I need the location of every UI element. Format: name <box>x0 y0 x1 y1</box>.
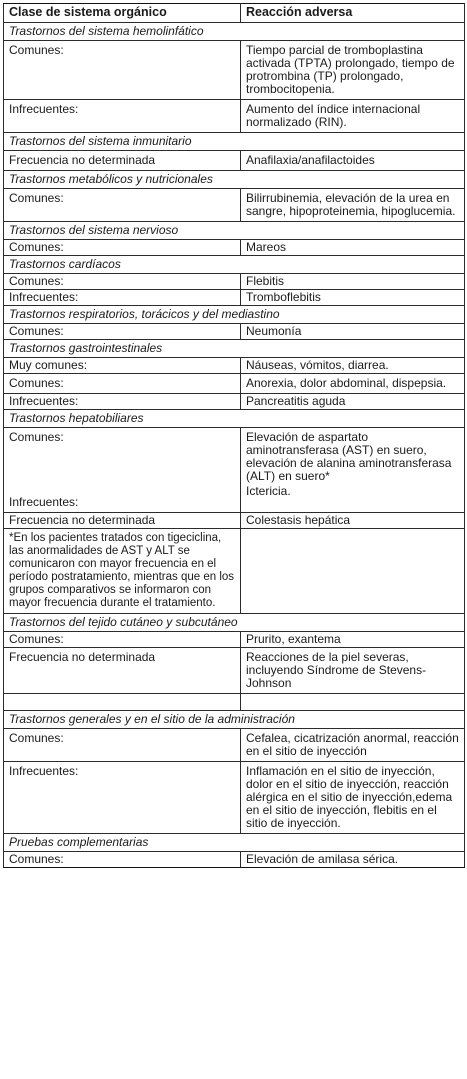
reaction-cell: Tiempo parcial de tromboplastina activada (TPTA) prolongado, tiempo de protrombina (TP) prolongado, trombocitopenia. <box>241 41 465 100</box>
table-row <box>4 41 465 100</box>
footnote-row <box>4 529 465 614</box>
frequency-cell: Comunes: <box>4 240 241 256</box>
section-cardiacos: Trastornos cardíacos <box>4 256 465 274</box>
footnote-cell: *En los pacientes tratados con tigeciclina, las anormalidades de AST y ALT se comunicaron con mayor frecuencia en el período postratamiento, mientras que en los grupos comparativos se informaron con mayor frecuencia durante el tratamiento. <box>4 529 241 614</box>
frequency-cell: Comunes: <box>4 274 241 290</box>
section-row <box>4 614 465 632</box>
table-row <box>4 648 465 694</box>
frequency-cell: Comunes: <box>4 729 241 762</box>
table-row <box>4 240 465 256</box>
table-row <box>4 151 465 171</box>
adverse-reactions-table <box>3 3 465 868</box>
table-row <box>4 729 465 762</box>
section-row <box>4 133 465 151</box>
frequency-cell: Frecuencia no determinada <box>4 151 241 171</box>
empty-cell <box>241 529 465 614</box>
reaction-cell: Elevación de amilasa sérica. <box>241 852 465 868</box>
table-row <box>4 762 465 834</box>
table-row <box>4 428 465 513</box>
frequency-cell: Comunes: <box>4 852 241 868</box>
section-row <box>4 410 465 428</box>
frequency-cell: Comunes: <box>4 324 241 340</box>
header-organ-class: Clase de sistema orgánico <box>4 4 241 23</box>
table-row <box>4 632 465 648</box>
reaction-cell: Mareos <box>241 240 465 256</box>
reaction-cell: Tromboflebitis <box>241 290 465 306</box>
table-row <box>4 100 465 133</box>
reaction-jaundice: Ictericia. <box>246 484 291 498</box>
section-row <box>4 306 465 324</box>
section-hepatobiliares: Trastornos hepatobiliares <box>4 410 465 428</box>
blank-row <box>4 694 465 711</box>
section-nervioso: Trastornos del sistema nervioso <box>4 222 465 240</box>
reaction-cell: Inflamación en el sitio de inyección, dolor en el sitio de inyección, reacción alérgica en el sitio de inyección,edema en el sitio de inyección, flebitis en el sitio de inyección. <box>241 762 465 834</box>
frequency-cell: Infrecuentes: <box>4 100 241 133</box>
empty-cell <box>241 694 465 711</box>
empty-cell <box>4 694 241 711</box>
table-row <box>4 189 465 222</box>
table-row <box>4 290 465 306</box>
table-row <box>4 274 465 290</box>
section-cutaneo: Trastornos del tejido cutáneo y subcutáneo <box>4 614 465 632</box>
reaction-ast-alt: Elevación de aspartato aminotransferasa (AST) en suero, elevación de alanina aminotransferasa (ALT) en suero* <box>246 430 452 483</box>
reaction-cell: Aumento del índice internacional normalizado (RIN). <box>241 100 465 133</box>
section-row <box>4 711 465 729</box>
frequency-cell: Infrecuentes: <box>4 762 241 834</box>
section-row <box>4 834 465 852</box>
frequency-cell: Comunes: <box>4 189 241 222</box>
reaction-cell: Anorexia, dolor abdominal, dispepsia. <box>241 374 465 394</box>
section-row <box>4 222 465 240</box>
reaction-cell: Náuseas, vómitos, diarrea. <box>241 358 465 374</box>
table-row <box>4 513 465 529</box>
section-hemolinfatico: Trastornos del sistema hemolinfático <box>4 23 465 41</box>
frequency-cell: Comunes: <box>4 41 241 100</box>
table-header-row <box>4 4 465 23</box>
frequency-cell: Infrecuentes: <box>4 290 241 306</box>
section-metabolicos: Trastornos metabólicos y nutricionales <box>4 171 465 189</box>
frequency-cell: Comunes: <box>4 632 241 648</box>
frequency-cell: Frecuencia no determinada <box>4 513 241 529</box>
reaction-cell: Flebitis <box>241 274 465 290</box>
reaction-cell: Bilirrubinemia, elevación de la urea en sangre, hipoproteinemia, hipoglucemia. <box>241 189 465 222</box>
frequency-cell <box>4 428 241 513</box>
reaction-cell: Colestasis hepática <box>241 513 465 529</box>
frequency-cell: Frecuencia no determinada <box>4 648 241 694</box>
section-gastrointestinales: Trastornos gastrointestinales <box>4 340 465 358</box>
reaction-cell: Prurito, exantema <box>241 632 465 648</box>
table-row <box>4 394 465 410</box>
frequency-common: Comunes: <box>9 430 64 444</box>
section-row <box>4 171 465 189</box>
table-row <box>4 358 465 374</box>
reaction-cell: Neumonía <box>241 324 465 340</box>
frequency-cell: Infrecuentes: <box>4 394 241 410</box>
section-row <box>4 23 465 41</box>
frequency-cell: Muy comunes: <box>4 358 241 374</box>
frequency-cell: Comunes: <box>4 374 241 394</box>
section-inmunitario: Trastornos del sistema inmunitario <box>4 133 465 151</box>
reaction-cell <box>241 428 465 513</box>
frequency-infrequent: Infrecuentes: <box>9 495 79 509</box>
section-pruebas: Pruebas complementarias <box>4 834 465 852</box>
reaction-cell: Cefalea, cicatrización anormal, reacción en el sitio de inyección <box>241 729 465 762</box>
reaction-cell: Reacciones de la piel severas, incluyendo Síndrome de Stevens-Johnson <box>241 648 465 694</box>
section-generales: Trastornos generales y en el sitio de la administración <box>4 711 465 729</box>
reaction-cell: Anafilaxia/anafilactoides <box>241 151 465 171</box>
header-adverse-reaction: Reacción adversa <box>241 4 465 23</box>
section-row <box>4 256 465 274</box>
section-row <box>4 340 465 358</box>
section-respiratorios: Trastornos respiratorios, torácicos y del mediastino <box>4 306 465 324</box>
spacer <box>9 444 235 496</box>
table-row <box>4 852 465 868</box>
reaction-cell: Pancreatitis aguda <box>241 394 465 410</box>
table-row <box>4 374 465 394</box>
table-row <box>4 324 465 340</box>
